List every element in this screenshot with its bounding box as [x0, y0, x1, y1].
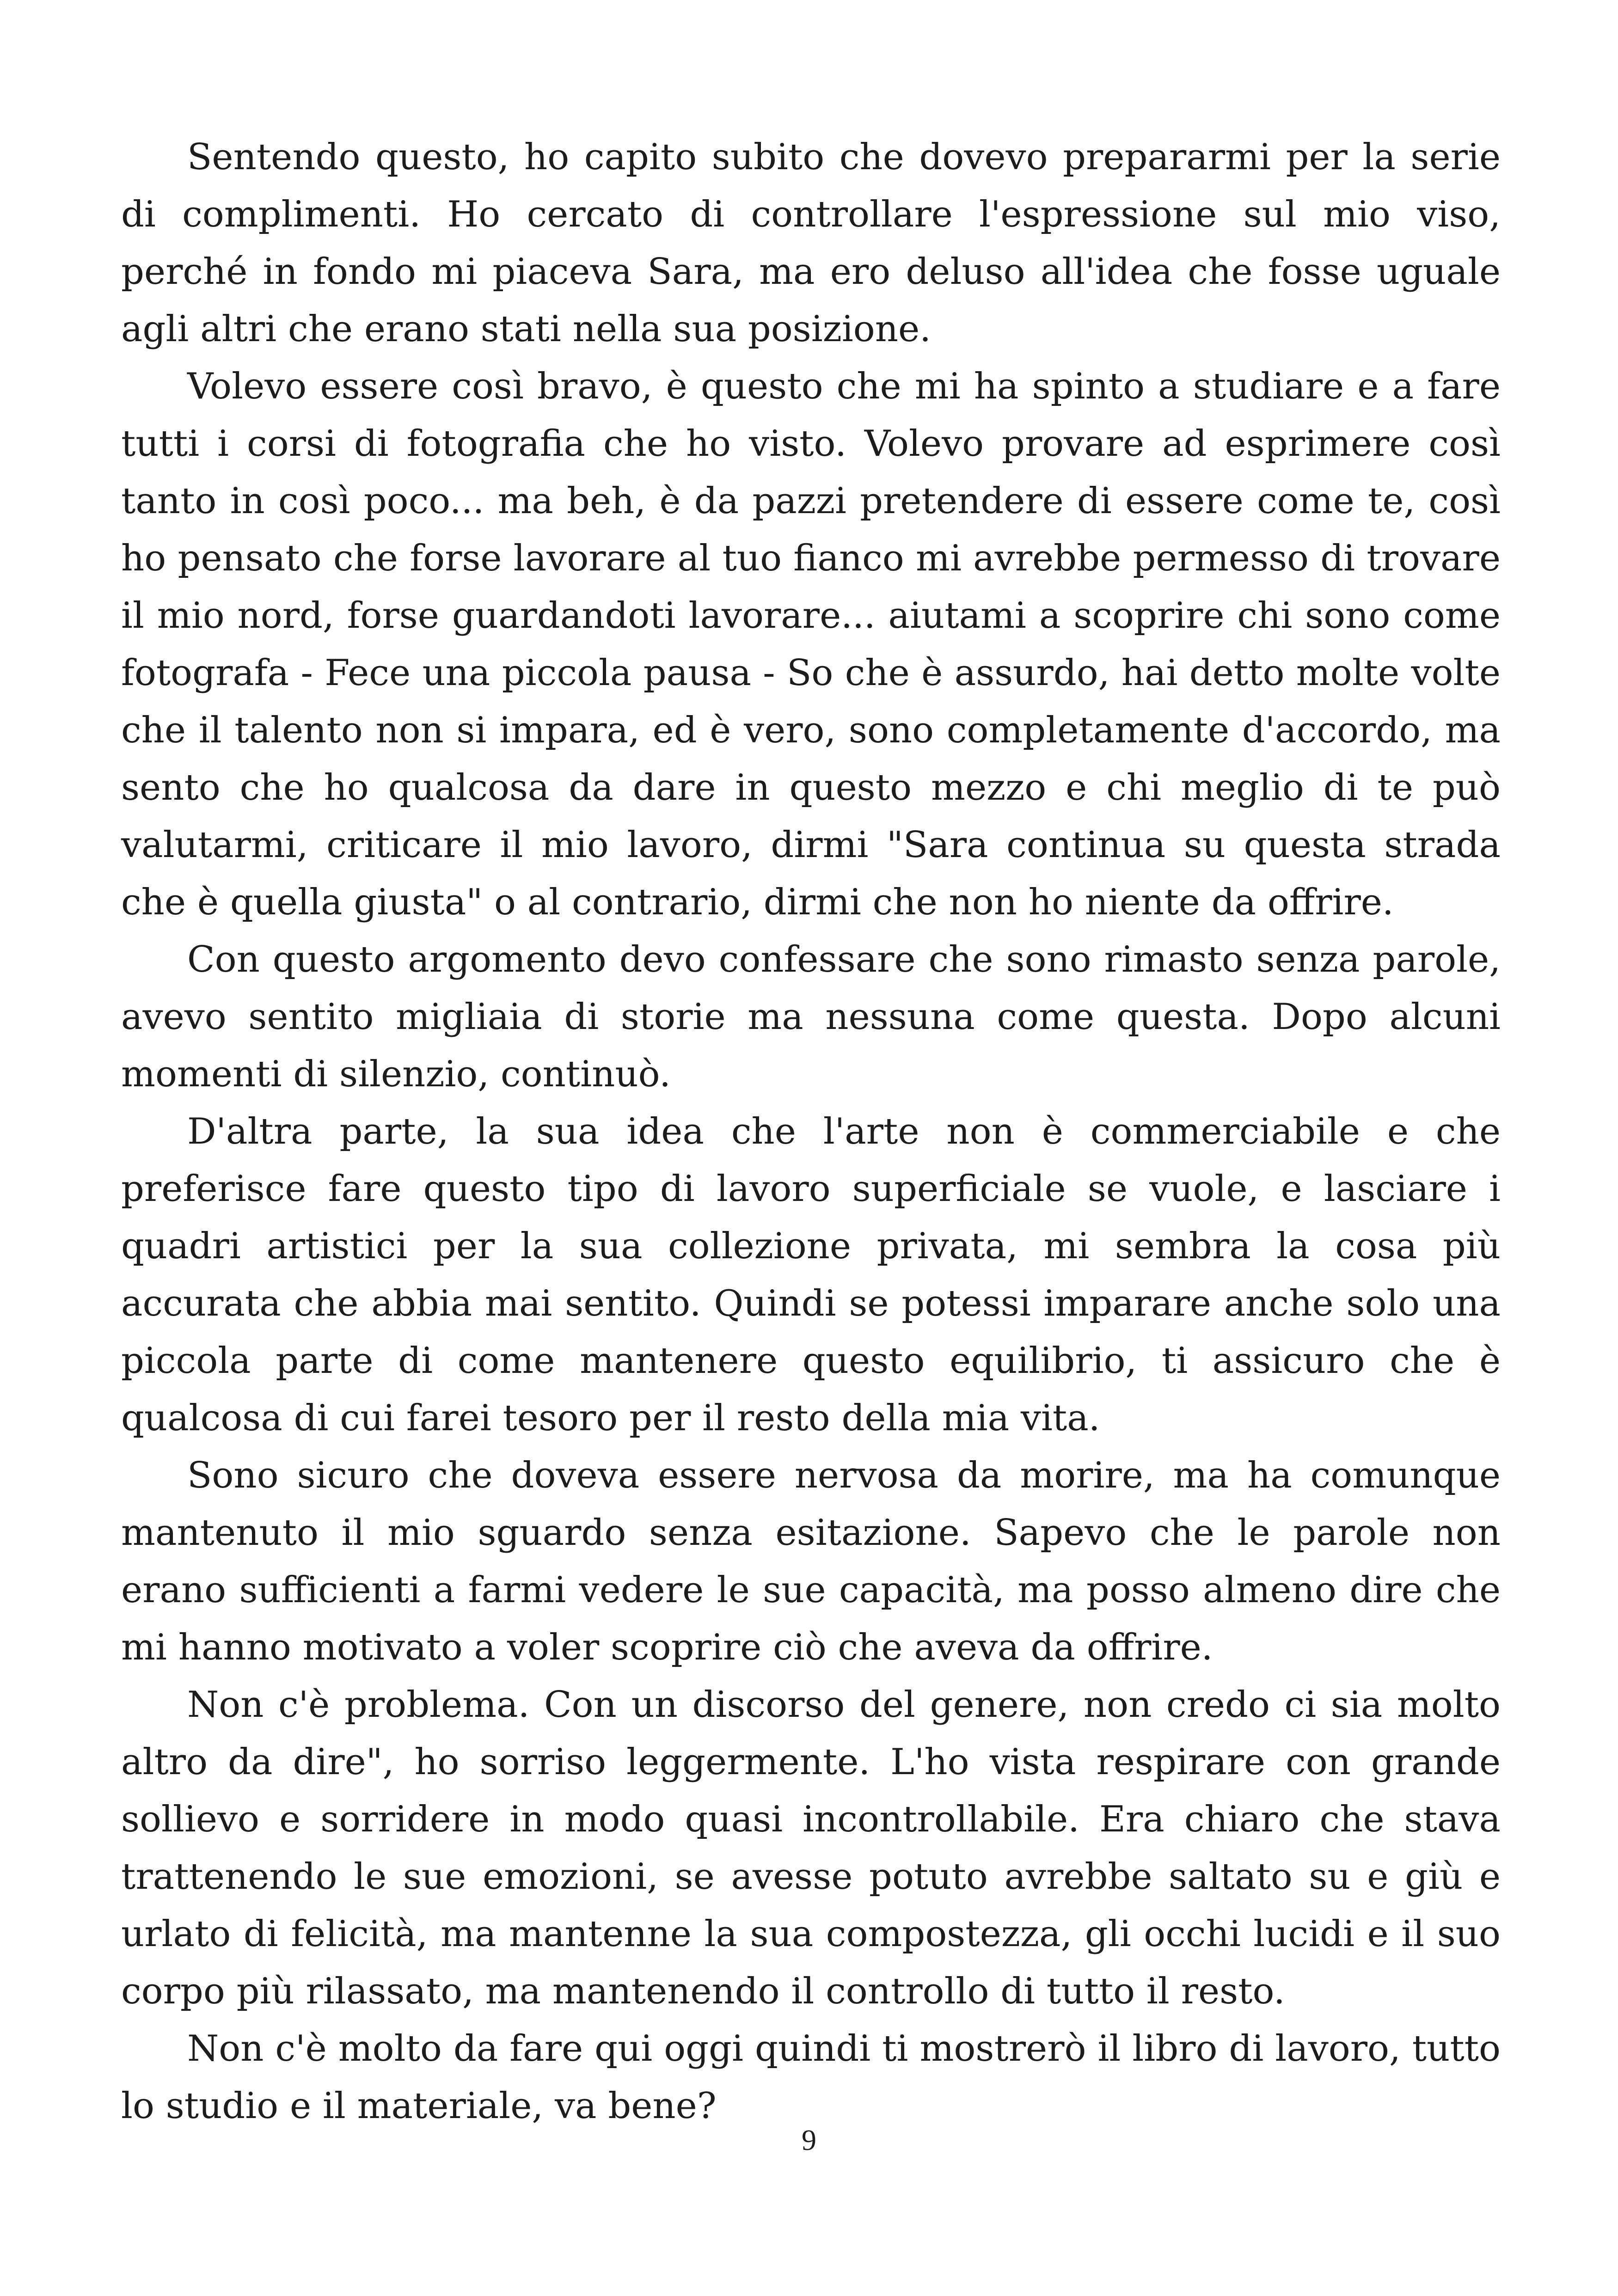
paragraph-2: Volevo essere così bravo, è questo che mi ha spinto a studiare e a fare tutti i corsi di fotografia che ho visto. Volevo provare ad esprimere così tanto in così poco... ma beh, è da pazzi pretendere di essere come te, così ho pensato che forse lavorare al tuo fianco mi avrebbe permesso di trovare il mio nord, forse guardandoti lavorare... aiutami a scoprire chi sono come fotografa - Fece una piccola pausa - So che è assurdo, hai detto molte volte che il talento non si impara, ed è vero, sono completamente d'accordo, ma sento che ho qualcosa da dare in questo mezzo e chi meglio di te può valutarmi, criticare il mio lavoro, dirmi "Sara continua su questa strada che è quella giusta" o al contrario, dirmi che non ho niente da offrire.: [121, 366, 1501, 923]
paragraph-1: Sentendo questo, ho capito subito che dovevo prepararmi per la serie di complimenti. Ho cercato di controllare l'espressione sul mio viso, perché in fondo mi piaceva Sara, ma ero deluso all'idea che fosse uguale agli altri che erano stati nella sua posizione.: [121, 136, 1501, 350]
paragraph-7: Non c'è molto da fare qui oggi quindi ti mostrerò il libro di lavoro, tutto lo studio e il materiale, va bene?: [121, 2028, 1501, 2127]
page-number: 9: [802, 2124, 816, 2156]
paragraph-4: D'altra parte, la sua idea che l'arte non è commerciabile e che preferisce fare questo tipo di lavoro superficiale se vuole, e lasciare i quadri artistici per la sua collezione privata, mi sembra la cosa più accurata che abbia mai sentito. Quindi se potessi imparare anche solo una piccola parte di come mantenere questo equilibrio, ti assicuro che è qualcosa di cui farei tesoro per il resto della mia vita.: [121, 1111, 1501, 1439]
body-text: [121, 129, 1501, 2135]
paragraph-5: Sono sicuro che doveva essere nervosa da morire, ma ha comunque mantenuto il mio sguardo senza esitazione. Sapevo che le parole non erano sufficienti a farmi vedere le sue capacità, ma posso almeno dire che mi hanno motivato a voler scoprire ciò che aveva da offrire.: [121, 1455, 1501, 1668]
paragraph-3: Con questo argomento devo confessare che sono rimasto senza parole, avevo sentito migliaia di storie ma nessuna come questa. Dopo alcuni momenti di silenzio, continuò.: [121, 939, 1501, 1095]
paragraph-6: Non c'è problema. Con un discorso del genere, non credo ci sia molto altro da dire", ho sorriso leggermente. L'ho vista respirare con grande sollievo e sorridere in modo quasi incontrollabile. Era chiaro che stava trattenendo le sue emozioni, se avesse potuto avrebbe saltato su e giù e urlato di felicità, ma mantenne la sua compostezza, gli occhi lucidi e il suo corpo più rilassato, ma mantenendo il controllo di tutto il resto.: [121, 1684, 1501, 2012]
